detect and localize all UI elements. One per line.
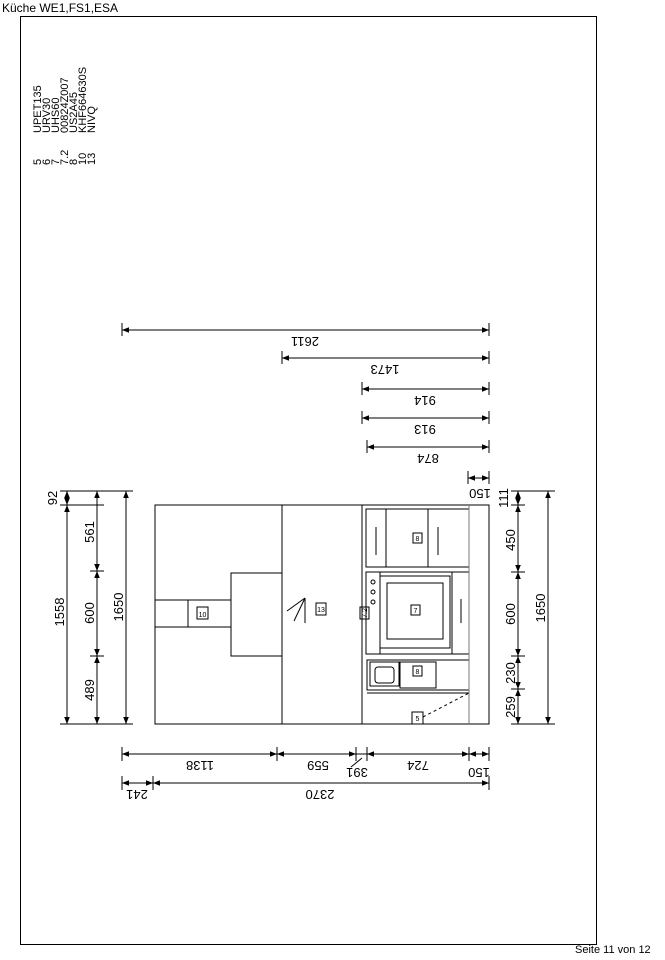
legend-num-4: 7.2 [59,149,71,165]
legend-code-7: NIVQ [86,106,98,133]
page-prefix: Seite [575,944,601,956]
page-number [575,944,651,956]
dim-top-914: 914 [414,393,436,408]
island-label: 13 [317,607,325,614]
dim-bottom-559: 559 [307,758,329,773]
legend-code-1: UPET135 [32,85,44,133]
drawer-label: 8 [415,669,420,676]
legend-num-7: 13 [86,152,98,165]
page-title: Küche WE1,FS1,ESA [2,1,119,15]
dim-right-1650: 1650 [533,593,548,623]
legend-code-2: URV30 [41,97,53,133]
dim-right-450: 450 [503,529,518,551]
dim-bottom-1138: 1138 [186,758,214,773]
page-current: 11 [603,944,615,956]
corner-unit-label: 7.2 [362,608,369,618]
dim-top-913: 913 [414,422,436,437]
dim-right-259: 259 [503,696,518,718]
dim-left-561: 561 [82,521,97,543]
dim-top-874: 874 [417,451,439,466]
dim-left-600: 600 [82,602,97,624]
legend-num-5: 8 [68,158,80,165]
legend-num-1: 5 [32,158,44,165]
legend-num-2: 6 [41,158,53,165]
page-sep: von [617,944,636,956]
bottom-dimensions [122,747,489,790]
legend-code-3: UHS60 [50,97,62,133]
legend-num-6: 10 [77,152,89,165]
dim-right-230: 230 [503,662,518,684]
legend-code-5: US2A45 [68,92,80,133]
top-cabinet-label: 8 [415,536,420,543]
dim-bottom-2370: 2370 [305,787,335,802]
dim-right-111: 111 [496,488,511,508]
oven-label: 7 [413,608,418,615]
legend-num-3: 7 [50,158,62,165]
dim-top-150: 150 [469,486,491,501]
dim-right-600: 600 [503,603,518,625]
legend-code-4: 00824Z007 [59,77,71,133]
hood-10 [155,573,282,656]
legend-code-6: KHF664630S [77,66,89,133]
dim-left-1650: 1650 [111,592,126,622]
dim-bottom-391: 391 [346,765,368,780]
dim-top-1473: 1473 [370,362,400,377]
dim-top-2611: 2611 [291,334,319,349]
dim-bottom-150: 150 [468,765,490,780]
dim-left-92: 92 [45,490,60,506]
dim-left-1558: 1558 [52,597,67,627]
dim-bottom-241: 241 [126,787,148,802]
hood-label: 10 [198,612,207,619]
dim-bottom-724: 724 [407,758,429,773]
page-total: 12 [638,944,651,956]
dim-left-489: 489 [82,679,97,701]
base-unit-label: 5 [415,716,420,723]
legend [32,67,98,165]
